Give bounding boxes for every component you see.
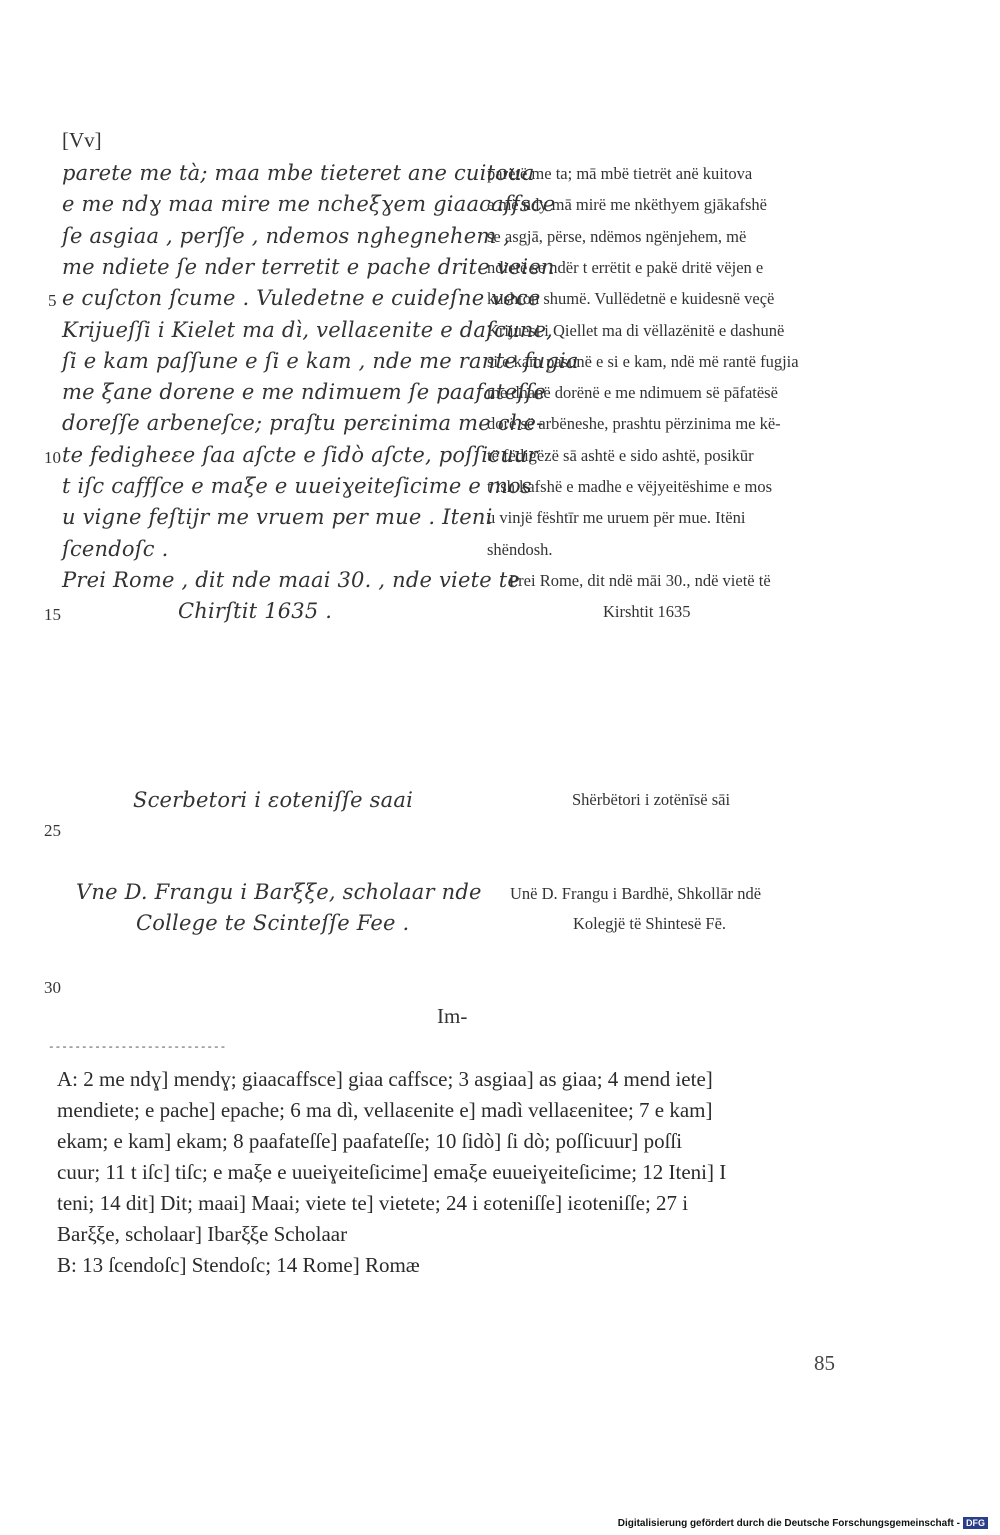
name-right-line: Unë D. Frangu i Bardhë, Shkollār ndë (510, 884, 762, 903)
apparatus-separator: --------------------------- (48, 1042, 227, 1054)
signature-right: Shërbëtori i zotënīsë sāi (572, 790, 731, 809)
right-line: si e kam pasunë e si e kam, ndë më rantë fugjia (487, 352, 799, 371)
left-line: me ndiete ſe nder terretit e pache drite veien (62, 255, 555, 279)
left-line: t iſc caffſce e maξe e uueiɣeitеſicime e mos (62, 474, 532, 498)
digitization-footer (618, 1517, 988, 1529)
left-line: Krijueſſi i Kielet ma dì, vellaεenite e daſcune, (62, 318, 554, 342)
right-line: Kirshtit 1635 (603, 602, 691, 621)
line-number: 10 (44, 448, 61, 467)
folio-label: [Vv] (62, 128, 102, 152)
right-line: të fëdigëzë sā ashtë e sido ashtë, posikūr (487, 446, 754, 465)
apparatus-line: B: 13 ſcendoſc] Stendoſc; 14 Rome] Romæ (57, 1253, 420, 1277)
right-line: t ish kafshë e madhe e vëjyeitëshime e mos (487, 477, 772, 496)
line-number: 30 (44, 978, 61, 997)
critical-apparatus (57, 1064, 726, 1281)
right-line: kushton shumë. Vullëdetnë e kuidesnë veçë (487, 289, 775, 308)
left-line: e me ndɣ maa mire me ncheξɣem giaacaffsce (62, 192, 556, 216)
apparatus-line: teni; 14 dit] Dit; maai] Maai; viete te] vietete; 24 i εoteniſſe] iεoteniſſe; 27 i (57, 1191, 689, 1215)
line-number: 15 (44, 605, 61, 624)
left-line: ſi e kam paſſune e ſi e kam , nde me rante fugia (62, 349, 579, 373)
right-line: Krijuesi i Qiellet ma di vëllazënitë e dashunë (487, 321, 785, 340)
left-line: parete me tà; maa mbe tieteret ane cuitoua (62, 161, 535, 185)
name-right-line: Kolegjë të Shintesë Fē. (573, 914, 727, 933)
footer-text: Digitalisierung gefördert durch die Deutsche Forschungsgemeinschaft - (617, 1518, 960, 1529)
catchword: Im- (437, 1004, 468, 1028)
left-line: e cuſcton ſcume . Vuledetne e cuideſne vece (62, 286, 541, 310)
right-line: dorë së arbëneshe, prashtu përzinima me kë- (487, 414, 781, 433)
apparatus-line: mendiete; e pache] epache; 6 ma dì, vellaεenite e] madì vellaεeniteе; 7 e kam] (57, 1098, 713, 1122)
right-line: u vinjë fështīr me uruem për mue. Itëni (487, 508, 746, 527)
left-line: te fedigheεe ſaa aſcte e ſidò aſcte, poſſicuur (62, 443, 538, 467)
dfg-logo: DFG (963, 1517, 988, 1529)
left-line: Chirſtit 1635 . (178, 599, 333, 623)
left-line: ſcendoſc . (62, 537, 169, 561)
right-line: shëndosh. (487, 540, 553, 559)
right-line: Prei Rome, dit ndë māi 30., ndë vietë të (509, 571, 771, 590)
left-line: me ξane dorene e me ndimuem ſe paafateſſe (62, 380, 546, 404)
left-line: u vigne feſtijr me vruem per mue . Iteni (62, 505, 493, 529)
left-line: ſe asgiaa , perſſe , ndemos nghegnehem , (62, 224, 511, 248)
apparatus-line: cuur; 11 t iſc] tiſc; e maξe e uueiɣeiteſicime] emaξe euueiɣeiteſicime; 12 Iteni] I (57, 1160, 727, 1184)
apparatus-line: ekam; e kam] ekam; 8 paafateſſe] paafateſſe; 10 ſidò] ſi dò; poſſicuur] poſſi (57, 1129, 683, 1153)
signature-left: Scerbetori i εoteniſſe saai (133, 788, 413, 812)
right-line: me dhanë dorënë e me ndimuem së pāfatësë (487, 383, 778, 402)
name-left-line: Vne D. Frangu i Barξξe, scholaar nde (76, 880, 482, 904)
apparatus-line: Barξξe, scholaar] Ibarξξe Scholaar (57, 1222, 348, 1246)
line-number: 25 (44, 821, 61, 840)
right-line: e më ndy mā mirë me nkëthyem gjākafshë (487, 195, 767, 214)
right-line: parëtë me ta; mā mbë tietrët anë kuitova (487, 164, 753, 183)
left-line: Prei Rome , dit nde maai 30. , nde viete te (62, 568, 521, 592)
right-line: ndietë se ndër t errëtit e pakë dritë vëjen e (487, 258, 764, 277)
right-line: se asgjā, përse, ndëmos ngënjehem, më (487, 227, 747, 246)
left-line: doreſſe arbeneſce; praſtu perεinima me che- (62, 411, 544, 435)
line-number: 5 (48, 291, 57, 310)
name-left-line: College te Scinteſſe Fee . (136, 911, 410, 935)
page-number: 85 (814, 1351, 835, 1375)
apparatus-line: A: 2 me ndɣ] mendɣ; giaacaffsce] giaa caffsce; 3 asgiaa] as giaa; 4 mend iete] (57, 1067, 713, 1091)
